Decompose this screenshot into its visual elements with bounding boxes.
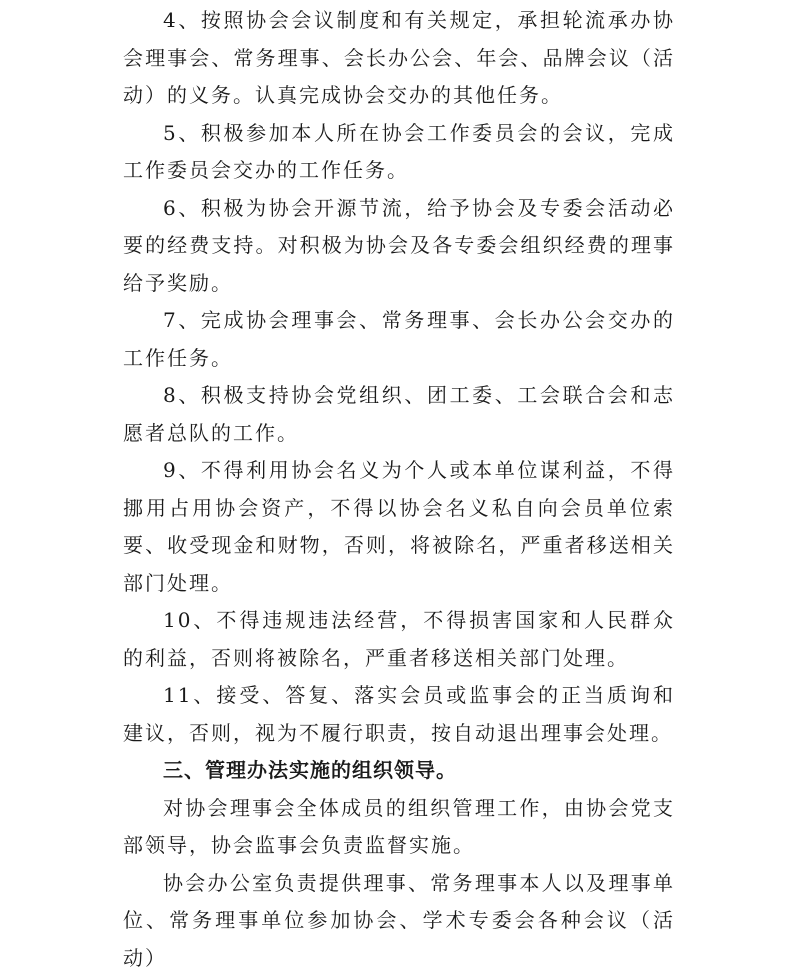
paragraph-item-9: 9、不得利用协会名义为个人或本单位谋利益，不得挪用占用协会资产，不得以协会名义私自向会员单位索要、收受现金和财物，否则，将被除名，严重者移送相关部门处理。 xyxy=(123,452,675,602)
paragraph-item-10: 10、不得违规违法经营，不得损害国家和人民群众的利益，否则将被除名，严重者移送相关部门处理。 xyxy=(123,602,675,677)
paragraph-item-7: 7、完成协会理事会、常务理事、会长办公会交办的工作任务。 xyxy=(123,302,675,377)
paragraph-item-8: 8、积极支持协会党组织、团工委、工会联合会和志愿者总队的工作。 xyxy=(123,377,675,452)
section-paragraph: 协会办公室负责提供理事、常务理事本人以及理事单位、常务理事单位参加协会、学术专委会各种会议（活动） xyxy=(123,865,675,977)
section-paragraph: 对协会理事会全体成员的组织管理工作，由协会党支部领导，协会监事会负责监督实施。 xyxy=(123,790,675,865)
paragraph-item-5: 5、积极参加本人所在协会工作委员会的会议，完成工作委员会交办的工作任务。 xyxy=(123,115,675,190)
paragraph-item-11: 11、接受、答复、落实会员或监事会的正当质询和建议，否则，视为不履行职责，按自动退出理事会处理。 xyxy=(123,677,675,752)
document-body xyxy=(123,0,675,977)
paragraph-item-4: 4、按照协会会议制度和有关规定，承担轮流承办协会理事会、常务理事、会长办公会、年会、品牌会议（活动）的义务。认真完成协会交办的其他任务。 xyxy=(123,2,675,115)
section-heading: 三、管理办法实施的组织领导。 xyxy=(123,752,675,790)
paragraph-item-6: 6、积极为协会开源节流，给予协会及专委会活动必要的经费支持。对积极为协会及各专委会组织经费的理事给予奖励。 xyxy=(123,190,675,303)
